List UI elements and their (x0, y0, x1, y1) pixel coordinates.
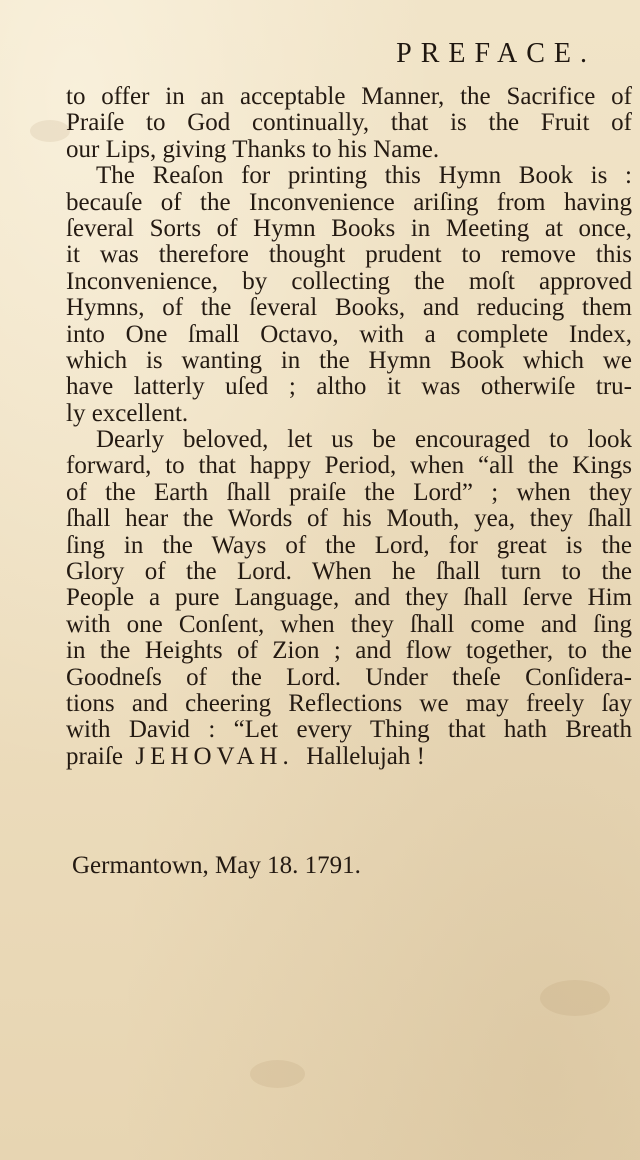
text-line: to offer in an acceptable Manner, the Sacrifice of (66, 83, 632, 110)
text-line: Hymns, of the ſeveral Books, and reducing them (66, 294, 632, 322)
closing-word: praiſe (66, 742, 123, 770)
text-line: it was therefore thought prudent to remove this (66, 241, 632, 269)
closing-line (66, 744, 632, 770)
text-line: with David : “Let every Thing that hath Breath (66, 716, 632, 744)
text-line: in the Heights of Zion ; and flow together, to the (66, 637, 632, 665)
text-line: ſeveral Sorts of Hymn Books in Meeting at once, (66, 214, 632, 242)
text-line: ſing in the Ways of the Lord, for great is the (66, 531, 632, 559)
preface-text (66, 84, 632, 770)
text-line: Inconvenience, by collecting the moſt approved (66, 267, 632, 295)
paper-stain (30, 120, 70, 142)
text-line: forward, to that happy Period, when “all the Kings (66, 452, 632, 480)
text-line: our Lips, giving Thanks to his Name. (66, 135, 440, 163)
text-line: ly excellent. (66, 399, 189, 427)
dateline: Germantown, May 18. 1791. (72, 852, 361, 879)
text-line: of the Earth ſhall praiſe the Lord” ; when they (66, 478, 632, 506)
text-line: have latterly uſed ; altho it was otherwiſe tru- (66, 373, 632, 401)
divine-name: JEHOVAH. (135, 742, 294, 770)
text-line: The Reaſon for printing this Hymn Book is : (96, 162, 632, 190)
text-line: with one Conſent, when they ſhall come and ſing (66, 610, 632, 638)
running-header: PREFACE. (396, 38, 596, 69)
text-line: Dearly beloved, let us be encouraged to look (96, 426, 632, 454)
text-line: Praiſe to God continually, that is the Fruit of (66, 109, 632, 137)
text-line: Glory of the Lord. When he ſhall turn to the (66, 558, 632, 586)
text-line: People a pure Language, and they ſhall ſerve Him (66, 584, 632, 612)
hallelujah: Hallelujah ! (306, 742, 425, 770)
text-line: tions and cheering Reflections we may freely ſay (66, 689, 632, 717)
text-line: becauſe of the Inconvenience ariſing from having (66, 188, 632, 216)
text-line: ſhall hear the Words of his Mouth, yea, they ſhall (66, 505, 632, 533)
text-line: into One ſmall Octavo, with a complete Index, (66, 320, 632, 348)
text-line: which is wanting in the Hymn Book which we (66, 346, 632, 374)
paper-stain (540, 980, 610, 1016)
text-line: Goodneſs of the Lord. Under theſe Conſidera- (66, 663, 632, 691)
paper-stain (250, 1060, 305, 1088)
